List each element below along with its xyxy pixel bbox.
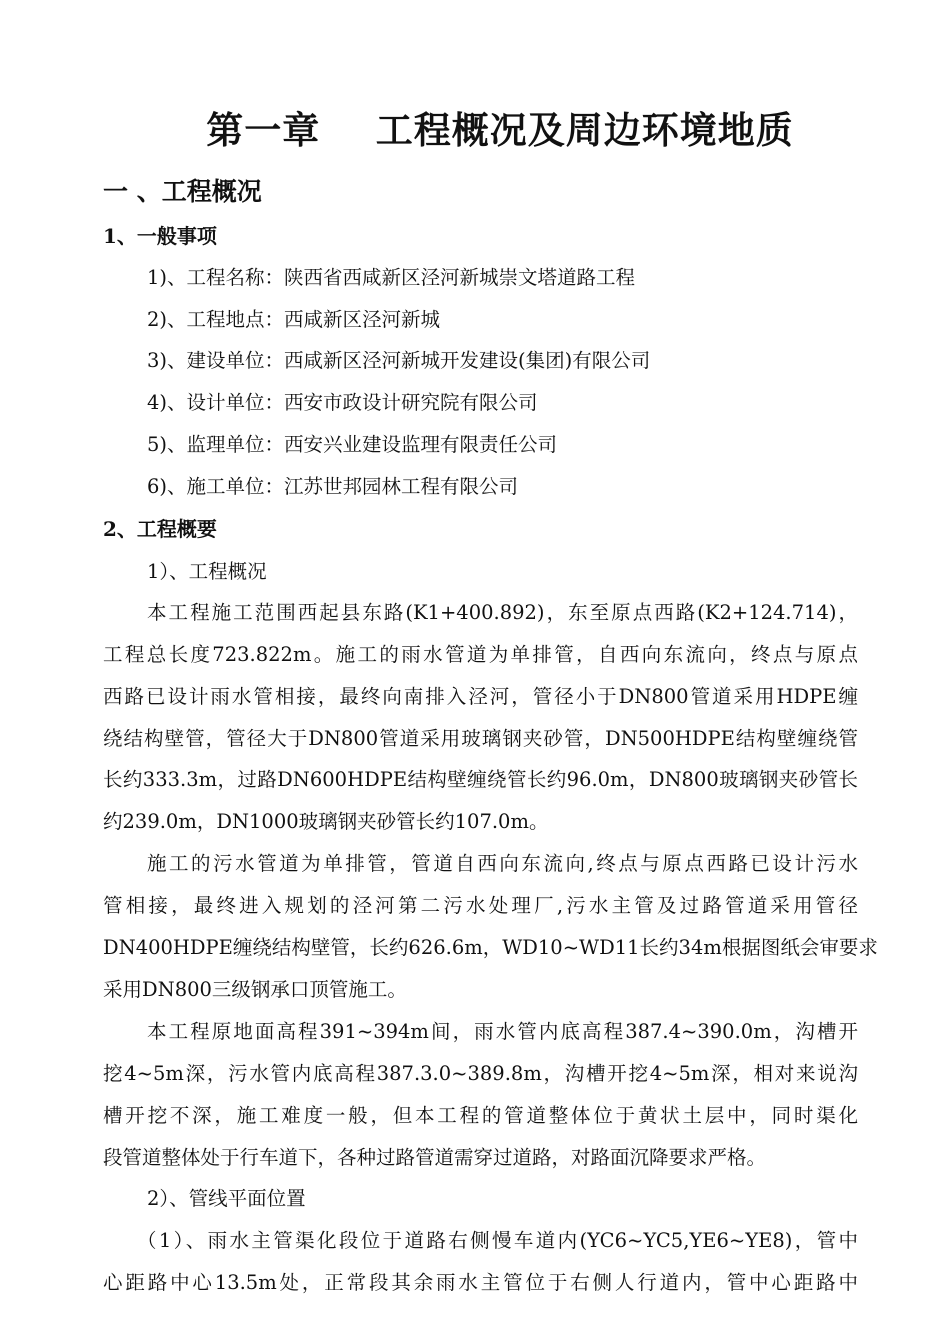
general-item: 1)、工程名称：陕西省西咸新区泾河新城崇文塔道路工程 bbox=[147, 266, 636, 289]
general-item: 5)、监理单位：西安兴业建设监理有限责任公司 bbox=[147, 433, 558, 456]
general-heading: 1、一般事项 bbox=[103, 224, 217, 248]
overview-subheading: 2）、管线平面位置 bbox=[147, 1187, 306, 1210]
overview-subheading: 1）、工程概况 bbox=[147, 560, 267, 583]
paragraph-line: 约239.0m，DN1000玻璃钢夹砂管长约107.0m。 bbox=[103, 810, 549, 833]
general-item: 2)、工程地点：西咸新区泾河新城 bbox=[147, 308, 441, 331]
paragraph-line: 长约333.3m，过路DN600HDPE结构壁缠绕管长约96.0m，DN800玻璃钢夹砂管长 bbox=[103, 768, 858, 791]
paragraph-line: 段管道整体处于行车道下，各种过路管道需穿过道路，对路面沉降要求严格。 bbox=[103, 1146, 767, 1169]
section-title: 一 、工程概况 bbox=[103, 177, 262, 206]
paragraph-line: 本工程施工范围西起县东路(K1+400.892)，东至原点西路(K2+124.714)， bbox=[147, 601, 858, 624]
general-item: 3)、建设单位：西咸新区泾河新城开发建设(集团)有限公司 bbox=[147, 349, 651, 372]
paragraph-line: 管相接，最终进入规划的泾河第二污水处理厂,污水主管及过路管道采用管径 bbox=[103, 894, 858, 917]
paragraph-line: 施工的污水管道为单排管，管道自西向东流向,终点与原点西路已设计污水 bbox=[147, 852, 858, 875]
paragraph-line: 采用DN800三级钢承口顶管施工。 bbox=[103, 978, 407, 1001]
paragraph-line: 挖4~5m深，污水管内底高程387.3.0~389.8m，沟槽开挖4~5m深，相对来说沟 bbox=[103, 1062, 858, 1085]
general-item: 6)、施工单位：江苏世邦园林工程有限公司 bbox=[147, 475, 519, 498]
paragraph-line: 绕结构壁管，管径大于DN800管道采用玻璃钢夹砂管，DN500HDPE结构壁缠绕管 bbox=[103, 727, 858, 750]
paragraph-line: 槽开挖不深，施工难度一般，但本工程的管道整体位于黄状土层中，同时渠化 bbox=[103, 1104, 858, 1127]
paragraph-line: 心距路中心13.5m处，正常段其余雨水主管位于右侧人行道内，管中心距路中 bbox=[103, 1271, 858, 1294]
chapter-title: 第一章 工程概况及周边环境地质 bbox=[206, 108, 794, 152]
paragraph-line: 本工程原地面高程391~394m间，雨水管内底高程387.4~390.0m，沟槽开 bbox=[147, 1020, 858, 1043]
general-item: 4)、设计单位：西安市政设计研究院有限公司 bbox=[147, 391, 538, 414]
paragraph-line: DN400HDPE缠绕结构壁管，长约626.6m，WD10~WD11长约34m根据图纸会审要求 bbox=[103, 936, 878, 959]
paragraph-line: （1）、雨水主管渠化段位于道路右侧慢车道内(YC6~YC5,YE6~YE8)，管中 bbox=[137, 1229, 858, 1252]
paragraph-line: 工程总长度723.822m。施工的雨水管道为单排管，自西向东流向，终点与原点 bbox=[103, 643, 858, 666]
overview-heading: 2、工程概要 bbox=[103, 517, 217, 541]
paragraph-line: 西路已设计雨水管相接，最终向南排入泾河，管径小于DN800管道采用HDPE缠 bbox=[103, 685, 858, 708]
